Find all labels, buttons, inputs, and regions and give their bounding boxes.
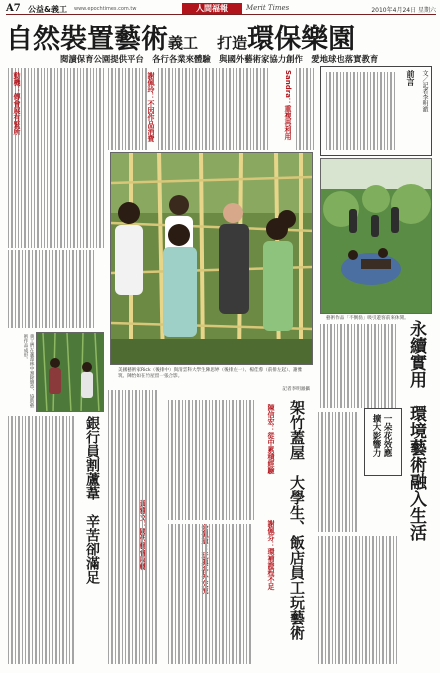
article-text-block-bottom-left <box>8 416 80 664</box>
subhead-hsieh-peiling: 謝佩玲：不因作品消費 <box>147 72 155 142</box>
main-photo-image <box>111 153 313 365</box>
article-text-block-top-center-2 <box>296 68 316 150</box>
small-photo-reed-cutting <box>36 332 104 412</box>
right-photo-tumbler-art <box>320 158 432 314</box>
section-name: 公益&義工 <box>28 5 67 14</box>
vertical-headline-bank-clerk: 銀行員割蘆葦 辛苦卻滿足 <box>84 416 100 584</box>
small-photo-image <box>37 333 104 412</box>
intro-author: 文／記者李明澈 <box>421 70 428 112</box>
headline-part-1: 自然裝置藝術 <box>6 24 168 55</box>
intro-title: 前言 <box>406 70 415 86</box>
vertical-headline-bamboo: 架竹蓋屋 大學生、飯店員工玩藝術 <box>288 400 306 640</box>
subhead-hsieh-peifen: 謝佩芬：環補證程不足 <box>267 520 275 590</box>
vertical-headline-sustainable: 永續實用 環境藝術融入生活 <box>406 320 426 541</box>
headline-part-3: 打造 <box>217 34 248 52</box>
article-text-block-top-mid <box>108 68 150 150</box>
right-photo-image <box>321 159 432 314</box>
right-photo-caption: 藝術作品「不倒翁」吸引遊客前來休閒。 <box>326 316 409 321</box>
intro-text <box>326 72 400 150</box>
main-photo-caption: 美國藝術家Rick（後排中）與清雲科大學生陳思婷（後排左一）、楊佳蓉（前排左起）、謝雅筑、陳怡如在竹屋留一張合影。 <box>118 368 303 379</box>
subhead-motivation: 動機：傳會展有緊所 <box>13 72 21 135</box>
issue-date: 2010年4月24日 星期六 <box>371 7 436 14</box>
article-text-block-left-mid <box>8 250 104 328</box>
article-text-block-bottom-right <box>318 536 404 664</box>
article-text-block-low-right <box>318 412 360 532</box>
subhead-chen-xinhong: 陳信宏：從中累積經驗 <box>267 404 275 474</box>
article-text-block-mid-right <box>320 324 400 408</box>
page-header <box>6 3 436 15</box>
article-text-block-bottom-center <box>168 524 262 664</box>
article-text-block-top-left <box>8 68 104 248</box>
subhead-sandra: Sandra：重複再利用 <box>284 70 292 140</box>
article-text-block-top-center <box>158 68 276 150</box>
headline-part-2: 義工 <box>168 34 199 52</box>
website-url: www.epochtimes.com.tw <box>74 6 137 12</box>
main-photo-bamboo-house <box>110 152 313 365</box>
article-text-block-center-left <box>108 390 164 664</box>
headline-deck: 閱讀保育公園提供平台 各行各業來體驗 與國外藝術家協力創作 愛地球也落實教育 <box>60 54 379 64</box>
main-photo-credit: 記者李明澈攝 <box>282 387 310 392</box>
newspaper-logo: 人間福報 <box>182 3 242 14</box>
small-photo-caption: 義工們在蘆葦林中割除雜草，協助藝術作品成形。 <box>23 334 34 408</box>
main-headline <box>6 17 436 55</box>
article-text-block-low-center <box>168 400 262 520</box>
headline-part-4: 環保樂園 <box>247 24 356 55</box>
newspaper-logo-en: Merit Times <box>246 4 290 12</box>
small-box-headline: 一朵花效應 擴大影響力 <box>371 414 392 466</box>
page-number: A7 <box>6 3 21 14</box>
